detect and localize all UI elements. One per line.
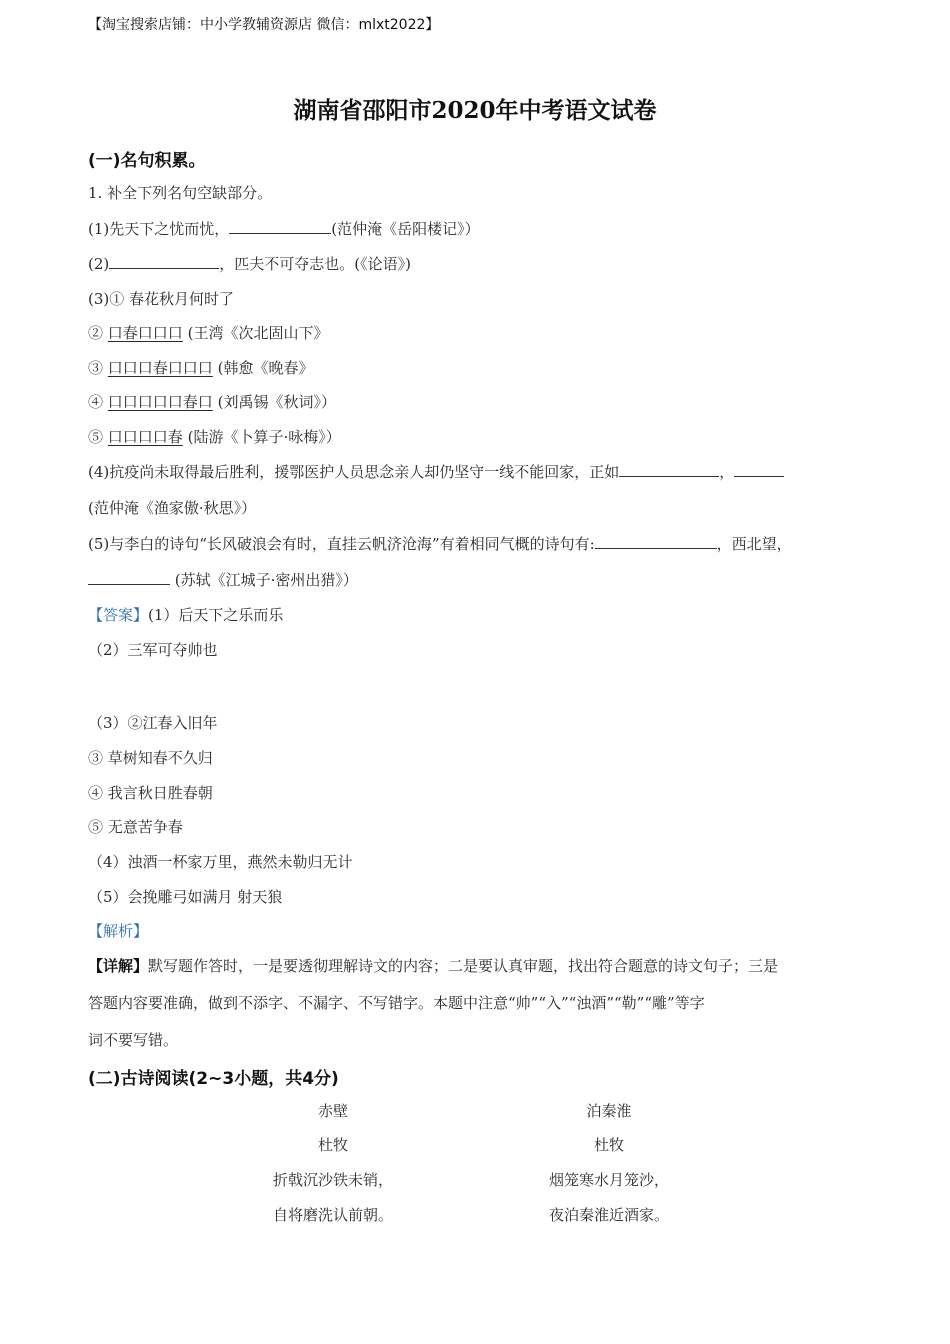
question-3-4	[88, 391, 336, 412]
detail-label: 【详解】	[88, 957, 149, 975]
q4-source: (范仲淹《渔家傲·秋思》）	[88, 499, 257, 517]
page-header: 【淘宝搜索店铺：中小学教辅资源店 微信：mlxt2022】	[88, 17, 440, 33]
q2-source: ，匹夫不可夺志也。(《论语》)	[219, 255, 411, 273]
q3-3-blank: 口口口春口口口	[107, 359, 213, 377]
analysis-detail-3: 词不要写错。	[88, 1031, 179, 1049]
q3-2-blank: 口春口口口	[107, 324, 183, 342]
detail-text-1: 默写题作答时，一是要透彻理解诗文的内容；二是要认真审题，找出符合题意的诗文句子；三是	[148, 957, 779, 975]
section-heading-1: (一)名句积累。	[88, 151, 206, 171]
q2-text: (2)	[88, 255, 110, 273]
question-3-2	[88, 322, 328, 343]
question-intro: 1. 补全下列名句空缺部分。	[88, 184, 273, 202]
q1-blank	[229, 218, 331, 234]
q3-2-source: (王湾《次北固山下》	[187, 324, 329, 342]
item-mark: ③	[88, 359, 104, 377]
answer-line-1	[88, 604, 283, 625]
q4-blank-2	[734, 461, 784, 477]
answer-3-3: ③ 草树知春不久归	[88, 749, 213, 767]
page-title: 湖南省邵阳市2020年中考语文试卷	[293, 97, 657, 124]
q4-comma: ，	[719, 463, 735, 481]
q3-4-source: (刘禹锡《秋词》）	[217, 393, 336, 411]
poem1-line-1: 折戟沉沙铁未销，	[272, 1171, 393, 1189]
analysis-detail-1	[88, 955, 778, 976]
analysis-detail-2: 答题内容要准确，做到不添字、不漏字、不写错字。本题中注意“帅”“入”“浊酒”“勒”“雕”等字	[88, 994, 705, 1012]
answer-3-4: ④ 我言秋日胜春朝	[88, 784, 213, 802]
answer-3: （3）②江春入旧年	[88, 714, 218, 732]
q3-3-source: (韩愈《晚春》	[217, 359, 314, 377]
analysis-label: 【解析】	[88, 922, 149, 940]
q1-source: (范仲淹《岳阳楼记》）	[331, 220, 480, 238]
question-3-5	[88, 426, 341, 447]
question-2	[88, 253, 411, 274]
answer-label: 【答案】	[88, 606, 149, 624]
q3-4-blank: 口口口口口春口	[107, 393, 213, 411]
poem1-author: 杜牧	[317, 1136, 348, 1154]
poem2-author: 杜牧	[593, 1136, 624, 1154]
q5-text: (5)与李白的诗句“长风破浪会有时，直挂云帆济沧海”有着相同气概的诗句有:	[88, 535, 595, 553]
poem2-line-2: 夜泊秦淮近酒家。	[548, 1206, 669, 1224]
answer-1: (1）后天下之乐而乐	[148, 606, 284, 624]
q2-blank	[109, 253, 219, 269]
poem2-line-1: 烟笼寒水月笼沙，	[548, 1171, 669, 1189]
q5-blank-2	[88, 569, 170, 585]
answer-5: （5）会挽雕弓如满月 射天狼	[88, 888, 283, 906]
question-1	[88, 218, 480, 239]
question-3-3	[88, 357, 313, 378]
q4-blank-1	[619, 461, 719, 477]
q5-line-2	[88, 569, 358, 590]
answer-3-5: ⑤ 无意苦争春	[88, 818, 183, 836]
q3-5-source: (陆游《卜算子·咏梅》）	[187, 428, 341, 446]
poem2-title: 泊秦淮	[586, 1102, 632, 1120]
question-5	[88, 533, 792, 554]
answer-4: （4）浊酒一杯家万里，燕然未勒归无计	[88, 853, 353, 871]
item-mark: ②	[88, 324, 104, 342]
q5-source: (苏轼《江城子·密州出猎》）	[174, 571, 358, 589]
q5-mid: ，西北望，	[716, 535, 792, 553]
question-4	[88, 461, 784, 482]
poem1-line-2: 自将磨洗认前朝。	[272, 1206, 393, 1224]
poem1-title: 赤壁	[317, 1102, 348, 1120]
q3-5-blank: 口口口口春	[107, 428, 183, 446]
item-mark: ④	[88, 393, 104, 411]
q4-text: (4)抗疫尚未取得最后胜利，援鄂医护人员思念亲人却仍坚守一线不能回家，正如	[88, 463, 620, 481]
question-3: (3)① 春花秋月何时了	[88, 290, 235, 308]
answer-2: （2）三军可夺帅也	[88, 641, 218, 659]
item-mark: ⑤	[88, 428, 104, 446]
q1-text: (1)先天下之忧而忧，	[88, 220, 230, 238]
section-heading-2: (二)古诗阅读(2~3小题，共4分)	[88, 1069, 339, 1089]
q5-blank-1	[595, 533, 717, 549]
